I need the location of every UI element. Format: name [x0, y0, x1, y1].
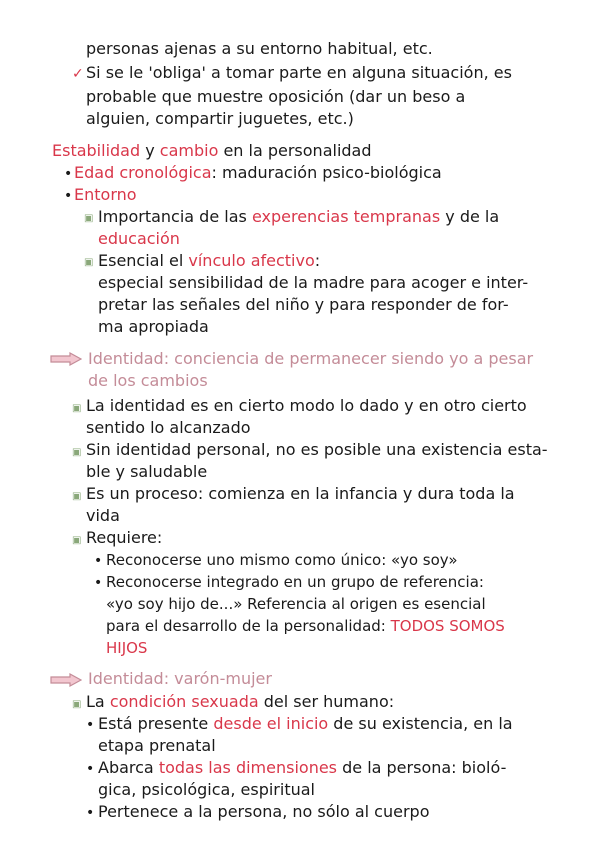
stability-heading — [52, 140, 372, 162]
check-icon: ✓ — [72, 66, 84, 82]
covers-line-2: gica, psicológica, espiritual — [98, 780, 315, 799]
identity-b2-line-2: ble y saludable — [86, 462, 208, 481]
bullet-dot-icon: • — [94, 575, 103, 591]
belongs-line: Pertenece a la persona, no sólo al cuerpo — [98, 802, 430, 821]
identity-b1-line-2: sentido lo alcanzado — [86, 418, 251, 437]
identity-sub-2-line-2: «yo soy hijo de...» Referencia al origen es esencial — [106, 595, 486, 613]
square-bullet-icon: ▣ — [84, 257, 94, 268]
covers-line-1 — [98, 757, 506, 779]
condition-pre: La — [86, 692, 110, 711]
bullet-dot-icon: • — [86, 761, 95, 777]
identity-red-todos: TODOS SOMOS — [390, 617, 505, 635]
env-label: Entorno — [74, 185, 137, 204]
identity-sub-1: Reconocerse uno mismo como único: «yo soy» — [106, 551, 458, 569]
condition-red: condición sexuada — [109, 692, 259, 711]
intro-line-4: alguien, compartir juguetes, etc.) — [86, 109, 354, 128]
identity-red-hijos: HIJOS — [106, 639, 148, 657]
importance-pre: Importancia de las — [98, 207, 252, 226]
present-pre: Está presente — [98, 714, 214, 733]
identity-sub-2-line-1: Reconocerse integrado en un grupo de referencia: — [106, 573, 484, 591]
heading-word-y: y — [140, 141, 160, 160]
square-bullet-icon: ▣ — [84, 213, 94, 224]
square-bullet-icon: ▣ — [72, 535, 82, 546]
age-line — [74, 162, 442, 184]
square-bullet-icon: ▣ — [72, 699, 82, 710]
essential-line-3: pretar las señales del niño y para responder de for- — [98, 295, 509, 314]
identity-b1-line-1: La identidad es en cierto modo lo dado y en otro cierto — [86, 396, 527, 415]
covers-pre: Abarca — [98, 758, 159, 777]
condition-post: del ser humano: — [258, 692, 395, 711]
arrow-right-icon — [50, 352, 82, 366]
square-bullet-icon: ▣ — [72, 491, 82, 502]
essential-post: : — [314, 251, 321, 270]
heading-word-cambio: cambio — [159, 141, 219, 160]
identity-b2-line-1: Sin identidad personal, no es posible una existencia esta- — [86, 440, 548, 459]
square-bullet-icon: ▣ — [72, 403, 82, 414]
arrow-right-icon — [50, 673, 82, 687]
intro-line-1: personas ajenas a su entorno habitual, etc. — [86, 39, 433, 58]
age-label: Edad cronológica — [74, 163, 212, 182]
identity2-title: Identidad: varón-mujer — [88, 669, 272, 688]
identity-sub-2-line-3 — [106, 615, 505, 637]
bullet-dot-icon: • — [64, 166, 73, 182]
intro-line-2: Si se le 'obliga' a tomar parte en alguna situación, es — [86, 63, 512, 82]
present-line-1 — [98, 713, 513, 735]
essential-line-4: ma apropiada — [98, 317, 209, 336]
intro-line-3: probable que muestre oposición (dar un beso a — [86, 87, 466, 106]
covers-post: de la persona: bioló- — [337, 758, 507, 777]
bullet-dot-icon: • — [86, 717, 95, 733]
identity-title-line-2: de los cambios — [88, 371, 208, 390]
bullet-dot-icon: • — [94, 553, 103, 569]
bullet-dot-icon: • — [64, 188, 73, 204]
identity-b3-line-1: Es un proceso: comienza en la infancia y dura toda la — [86, 484, 515, 503]
identity-sub-2-line-3-text: para el desarrollo de la personalidad: — [106, 617, 391, 635]
essential-line-1 — [98, 250, 320, 272]
essential-pre: Esencial el — [98, 251, 189, 270]
essential-red: vínculo afectivo — [188, 251, 315, 270]
square-bullet-icon: ▣ — [72, 447, 82, 458]
importance-mid: y de la — [440, 207, 500, 226]
present-red: desde el inicio — [213, 714, 329, 733]
importance-line-1 — [98, 206, 499, 228]
identity-title-line-1: Identidad: conciencia de permanecer siendo yo a pesar — [88, 349, 534, 368]
importance-red-1: experencias tempranas — [251, 207, 441, 226]
importance-red-2: educación — [98, 229, 180, 248]
present-post: de su existencia, en la — [328, 714, 513, 733]
condition-line — [86, 691, 394, 713]
identity-b4: Requiere: — [86, 528, 163, 547]
covers-red: todas las dimensiones — [158, 758, 338, 777]
identity-b3-line-2: vida — [86, 506, 120, 525]
age-rest: : maduración psico-biológica — [211, 163, 442, 182]
heading-word-estabilidad: Estabilidad — [52, 141, 141, 160]
bullet-dot-icon: • — [86, 805, 95, 821]
essential-line-2: especial sensibilidad de la madre para acoger e inter- — [98, 273, 529, 292]
heading-word-rest: en la personalidad — [218, 141, 372, 160]
present-line-2: etapa prenatal — [98, 736, 216, 755]
